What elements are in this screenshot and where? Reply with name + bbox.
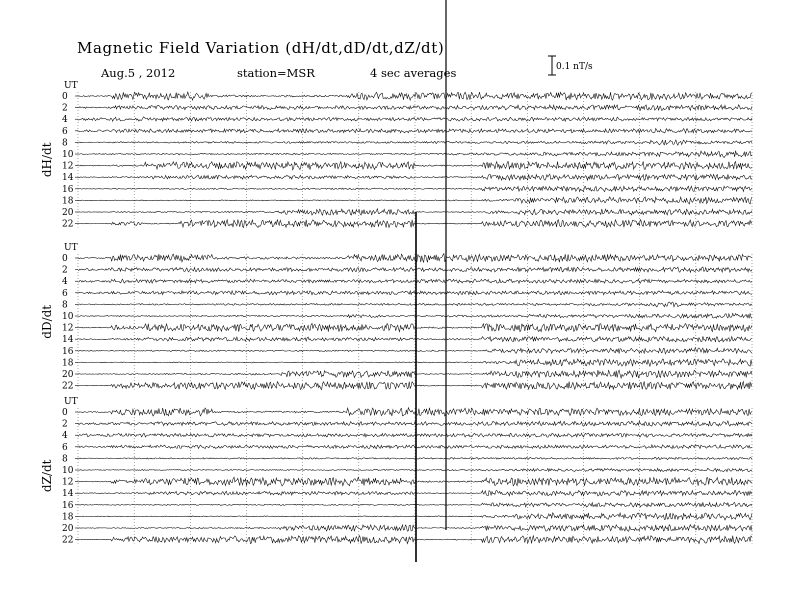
ut-tick-label: 22 [62, 381, 74, 392]
ut-tick-label: 0 [62, 92, 68, 102]
date-label: Aug.5 , 2012 [101, 66, 176, 80]
ut-tick-label: 4 [62, 431, 68, 442]
trace-dhdt-6 [78, 128, 752, 133]
ut-tick-label: 18 [62, 358, 74, 369]
ut-tick-label: 14 [62, 335, 74, 346]
trace-dzdt-22 [78, 536, 752, 544]
averaging-label: 4 sec averages [370, 66, 457, 80]
ut-tick-label: 22 [62, 219, 74, 230]
ut-tick-label: 10 [62, 150, 74, 160]
ut-tick-label: 20 [62, 370, 74, 380]
station-label: station=MSR [237, 66, 315, 80]
ut-tick-label: 14 [62, 173, 74, 184]
ut-label: UT [64, 397, 78, 407]
ut-tick-label: 8 [62, 300, 68, 311]
trace-dhdt-16 [78, 186, 752, 191]
ut-tick-label: 0 [62, 254, 68, 264]
panel-label: dH/dt [40, 142, 54, 178]
trace-dddt-12 [78, 323, 752, 331]
ut-tick-label: 16 [62, 500, 74, 511]
scale-bar-label: 0.1 nT/s [556, 62, 593, 72]
ut-tick-label: 12 [62, 477, 74, 488]
trace-dddt-2 [78, 267, 752, 272]
ut-tick-label: 6 [62, 288, 68, 299]
trace-dhdt-2 [78, 105, 752, 111]
ut-tick-label: 20 [62, 208, 74, 218]
trace-dddt-4 [78, 279, 752, 283]
trace-dddt-16 [78, 348, 752, 354]
ut-tick-label: 2 [62, 103, 68, 114]
ut-tick-label: 20 [62, 524, 74, 534]
ut-tick-label: 8 [62, 454, 68, 465]
ut-tick-label: 8 [62, 138, 68, 149]
panel-label: dD/dt [40, 304, 54, 339]
chart-title: Magnetic Field Variation (dH/dt,dD/dt,dZ/dt) [77, 39, 445, 57]
panel-dddt [40, 243, 752, 392]
ut-tick-label: 18 [62, 196, 74, 207]
ut-tick-label: 6 [62, 442, 68, 453]
scale-bar [548, 56, 593, 75]
ut-tick-label: 6 [62, 126, 68, 137]
ut-tick-label: 2 [62, 265, 68, 276]
trace-dzdt-8 [78, 457, 752, 459]
ut-tick-label: 4 [62, 277, 68, 288]
ut-tick-label: 4 [62, 115, 68, 126]
trace-dzdt-12 [78, 477, 752, 486]
panel-dzdt [40, 397, 752, 546]
ut-tick-label: 22 [62, 535, 74, 546]
ut-tick-label: 14 [62, 489, 74, 500]
trace-dhdt-22 [78, 219, 752, 227]
ut-label: UT [64, 243, 78, 253]
ut-tick-label: 0 [62, 408, 68, 418]
ut-tick-label: 2 [62, 419, 68, 430]
trace-dhdt-10 [78, 151, 752, 158]
ut-tick-label: 18 [62, 512, 74, 523]
ut-tick-label: 16 [62, 184, 74, 195]
panels-group [40, 81, 752, 546]
ut-tick-label: 10 [62, 312, 74, 322]
panel-label: dZ/dt [40, 459, 54, 493]
trace-dzdt-16 [78, 502, 752, 507]
ut-tick-label: 16 [62, 346, 74, 357]
panel-dhdt [40, 81, 752, 230]
trace-dzdt-6 [78, 445, 752, 449]
ut-label: UT [64, 81, 78, 91]
ut-tick-label: 12 [62, 161, 74, 172]
trace-dhdt-12 [78, 161, 752, 169]
trace-dddt-6 [78, 291, 752, 295]
trace-dhdt-4 [78, 117, 752, 121]
trace-dddt-22 [78, 381, 752, 389]
ut-tick-label: 10 [62, 466, 74, 476]
ut-tick-label: 12 [62, 323, 74, 334]
